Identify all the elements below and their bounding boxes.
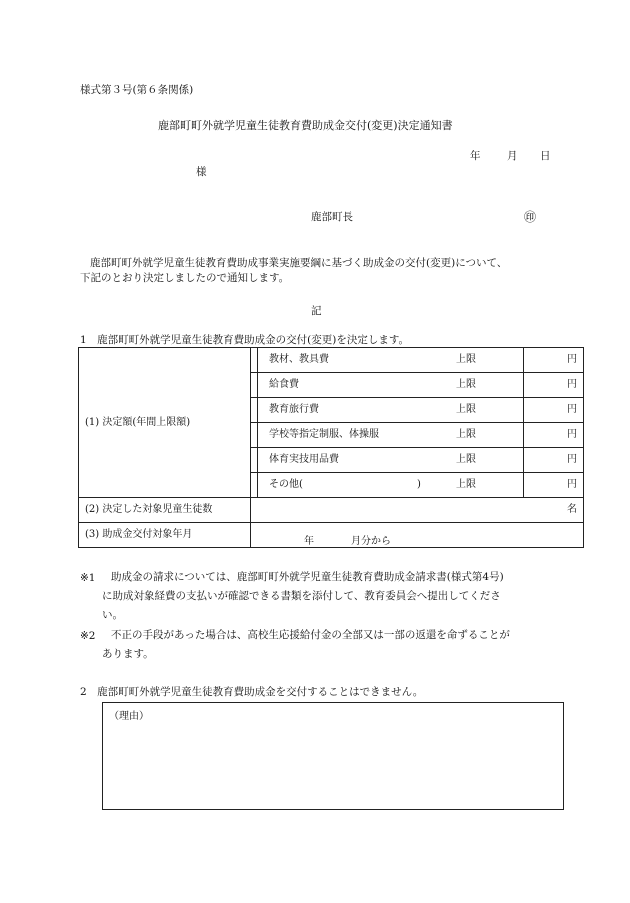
date-year-label: 年 xyxy=(470,150,481,162)
item-limit: 上限 xyxy=(456,404,476,415)
note-1-line-2: に助成対象経費の支払いが確認できる書類を添付して、教育委員会へ提出してくださ xyxy=(102,590,501,602)
item-name: その他( xyxy=(269,479,303,490)
item-name: 学校等指定制服、体操服 xyxy=(269,429,379,440)
note-2-line-1: 不正の手段があった場合は、高校生応援給付金の全部又は一部の返還を命ずることが xyxy=(111,629,510,641)
addressee-suffix: 様 xyxy=(196,166,207,178)
table-row xyxy=(79,348,584,373)
item-name: 体育実技用品費 xyxy=(269,454,339,465)
item-unit: 円 xyxy=(524,398,584,423)
item-limit: 上限 xyxy=(456,429,476,440)
period-year: 年 xyxy=(304,536,314,547)
section2-heading: 2 鹿部町町外就学児童生徒教育費助成金を交付することはできません。 xyxy=(80,686,424,698)
table-row xyxy=(79,498,584,523)
item-close-paren: ) xyxy=(417,479,421,490)
item-limit: 上限 xyxy=(456,479,476,490)
item-limit: 上限 xyxy=(456,354,476,365)
decision-amount-label: (1) 決定額(年間上限額) xyxy=(79,348,251,498)
item-unit: 円 xyxy=(524,473,584,498)
item-cell xyxy=(251,423,524,448)
item-limit: 上限 xyxy=(456,454,476,465)
period-month: 月分から xyxy=(351,536,391,547)
date-day-label: 日 xyxy=(540,150,551,162)
issuer-name: 鹿部町長 xyxy=(311,211,353,223)
item-limit: 上限 xyxy=(456,379,476,390)
item-name: 教材、教具費 xyxy=(269,354,329,365)
note-1-line-3: い。 xyxy=(102,609,123,621)
item-name: 給食費 xyxy=(269,379,299,390)
ki-label: 記 xyxy=(311,305,322,317)
student-count-label: (2) 決定した対象児童生徒数 xyxy=(79,498,251,523)
reason-label: （理由） xyxy=(109,711,149,722)
item-cell xyxy=(251,373,524,398)
note-mark-1: ※1 xyxy=(80,572,96,584)
page-title: 鹿部町町外就学児童生徒教育費助成金交付(変更)決定通知書 xyxy=(158,119,453,132)
reason-box xyxy=(102,702,564,810)
student-count-unit: 名 xyxy=(251,498,584,523)
seal-mark: ㊞ xyxy=(524,210,537,224)
note-2-line-2: あります。 xyxy=(102,648,154,660)
date-month-label: 月 xyxy=(507,150,518,162)
period-label: (3) 助成金交付対象年月 xyxy=(79,523,251,548)
section1-heading: 1 鹿部町町外就学児童生徒教育費助成金の交付(変更)を決定します。 xyxy=(80,334,410,346)
item-unit: 円 xyxy=(524,423,584,448)
intro-line-1: 鹿部町町外就学児童生徒教育費助成事業実施要綱に基づく助成金の交付(変更)について、 xyxy=(90,257,508,269)
item-cell xyxy=(251,448,524,473)
item-cell xyxy=(251,398,524,423)
item-name: 教育旅行費 xyxy=(269,404,319,415)
period-cell xyxy=(251,523,584,548)
item-unit: 円 xyxy=(524,373,584,398)
form-number: 様式第３号(第６条関係) xyxy=(80,84,194,96)
item-cell xyxy=(251,348,524,373)
item-cell xyxy=(251,473,524,498)
table-row xyxy=(79,523,584,548)
decision-table xyxy=(78,347,584,548)
note-1-line-1: 助成金の請求については、鹿部町町外就学児童生徒教育費助成金請求書(様式第4号) xyxy=(111,571,504,583)
note-mark-2: ※2 xyxy=(80,630,96,642)
item-unit: 円 xyxy=(524,348,584,373)
item-unit: 円 xyxy=(524,448,584,473)
intro-line-2: 下記のとおり決定しましたので通知します。 xyxy=(80,272,290,284)
